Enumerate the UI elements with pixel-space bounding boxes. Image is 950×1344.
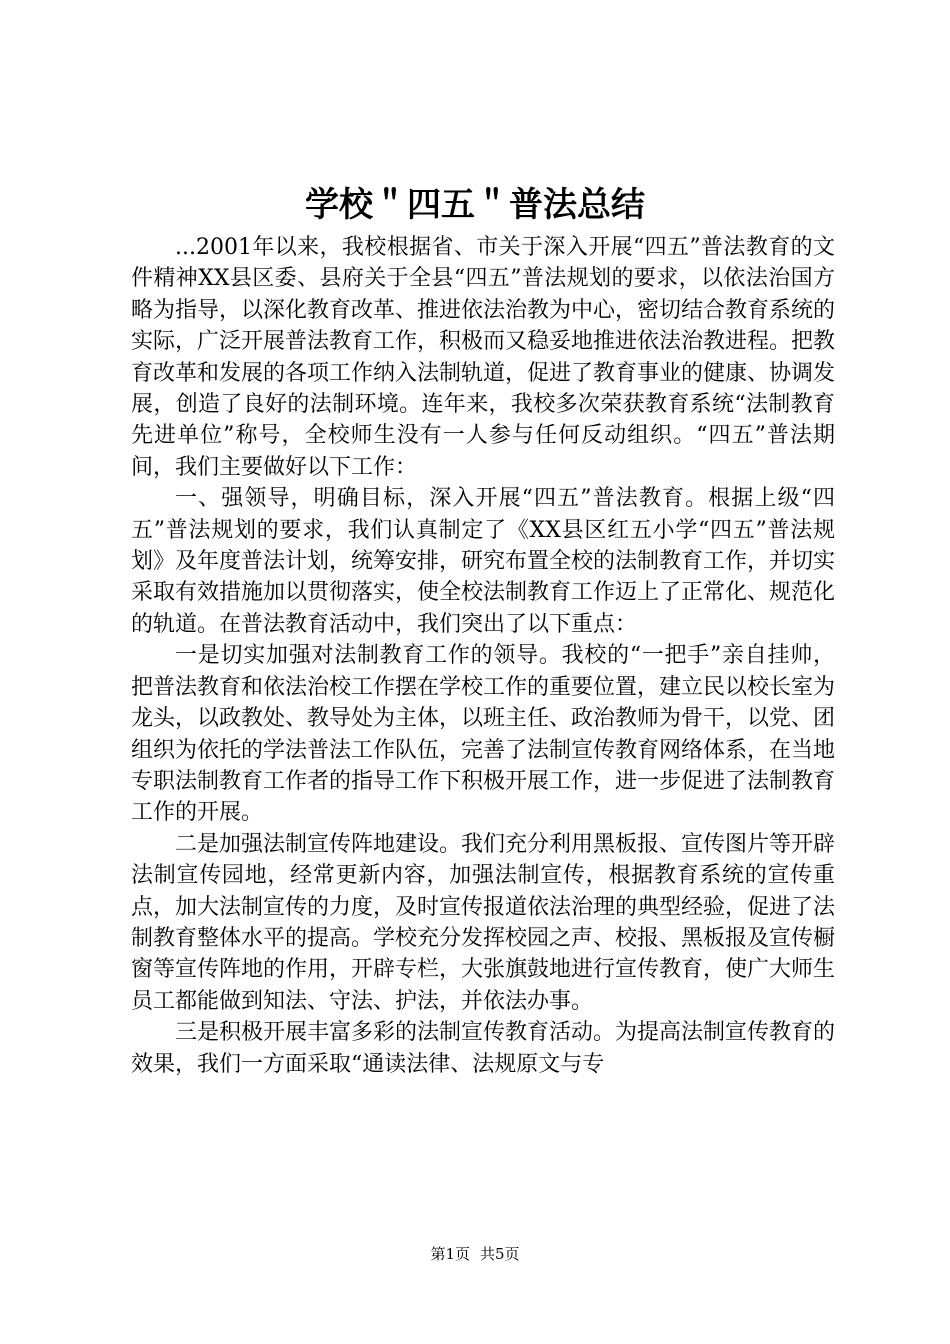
page-number: 第1页: [430, 1245, 470, 1263]
document-body: [131, 232, 835, 1080]
paragraph-intro: ...2001年以来，我校根据省、市关于深入开展“四五”普法教育的文件精神XX县区委、县府关于全县“四五”普法规划的要求，以依法治国方略为指导，以深化教育改革、推进依法治教为中心，密切结合教育系统的实际，广泛开展普法教育工作，积极而又稳妥地推进依法治教进程。把教育改革和发展的各项工作纳入法制轨道，促进了教育事业的健康、协调发展，创造了良好的法制环境。连年来，我校多次荣获教育系统“法制教育先进单位”称号，全校师生没有一人参与任何反动组织。“四五”普法期间，我们主要做好以下工作：: [131, 235, 836, 480]
page-footer: [0, 1243, 950, 1265]
page-total: 共5页: [480, 1245, 520, 1263]
paragraph-point-one: 一是切实加强对法制教育工作的领导。我校的“一把手”亲自挂帅，把普法教育和依法治校工作摆在学校工作的重要位置，建立民以校长室为龙头，以政教处、教导处为主体，以班主任、政治教师为骨干，以党、团组织为依托的学法普法工作队伍，完善了法制宣传教育网络体系，在当地专职法制教育工作者的指导工作下积极开展工作，进一步促进了法制教育工作的开展。: [131, 643, 836, 826]
document-title: 学校＂四五＂普法总结: [305, 185, 645, 225]
paragraph-point-two: 二是加强法制宣传阵地建设。我们充分利用黑板报、宣传图片等开辟法制宣传园地，经常更新内容，加强法制宣传，根据教育系统的宣传重点，加大法制宣传的力度，及时宣传报道依法治理的典型经验，促进了法制教育整体水平的提高。学校充分发挥校园之声、校报、黑板报及宣传橱窗等宣传阵地的作用，开辟专栏，大张旗鼓地进行宣传教育，使广大师生员工都能做到知法、守法、护法，并依法办事。: [131, 831, 836, 1014]
paragraph-point-three: 三是积极开展丰富多彩的法制宣传教育活动。为提高法制宣传教育的效果，我们一方面采取“通读法律、法规原文与专: [131, 1020, 836, 1077]
paragraph-section-one: 一、强领导，明确目标，深入开展“四五”普法教育。根据上级“四五”普法规划的要求，我们认真制定了《XX县区红五小学“四五”普法规划》及年度普法计划，统筹安排，研究布置全校的法制教育工作，并切实采取有效措施加以贯彻落实，使全校法制教育工作迈上了正常化、规范化的轨道。在普法教育活动中，我们突出了以下重点：: [131, 486, 836, 637]
